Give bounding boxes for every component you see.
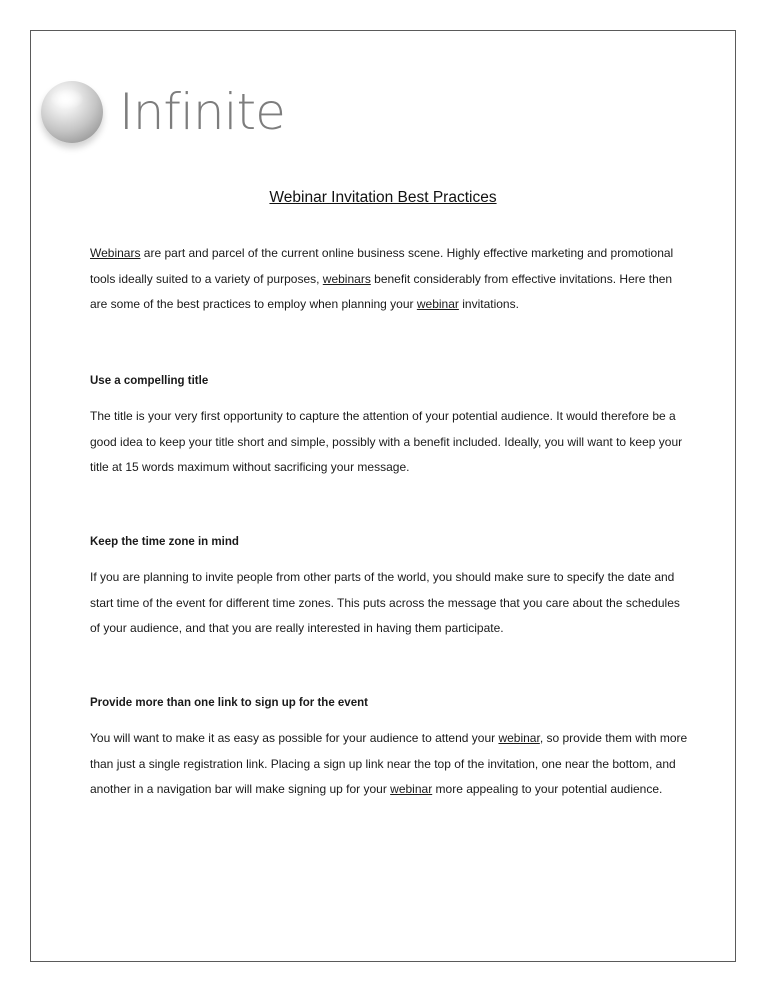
sphere-logo-icon bbox=[41, 81, 103, 143]
intro-webinars-link-1: Webinars bbox=[90, 246, 141, 260]
body-webinar-link-1: webinar bbox=[498, 731, 540, 745]
section-heading-sign-up-links: Provide more than one link to sign up for the event bbox=[90, 696, 368, 709]
section-body-compelling-title: The title is your very first opportunity to capture the attention of your potential audience. It would therefore be a good idea to keep your title short and simple, possibly with a benefit included. Ideally, you will want to keep your title at 15 words maximum without sacrificing your message. bbox=[90, 409, 683, 474]
intro-paragraph: Webinars are part and parcel of the current online business scene. Highly effective marketing and promotional tools ideally suited to a variety of purposes, webinars benefit considerably from effective invitations. Here then are some of the best practices to employ when planning your webinar invitations. bbox=[90, 246, 674, 311]
section-heading-compelling-title: Use a compelling title bbox=[90, 374, 209, 387]
body-webinar-link-2: webinar bbox=[390, 782, 433, 796]
section-heading-time-zone: Keep the time zone in mind bbox=[90, 535, 239, 548]
intro-webinars-link-2: webinars bbox=[322, 271, 371, 286]
document-body bbox=[90, 241, 690, 803]
section-body-sign-up-links: You will want to make it as easy as possible for your audience to attend your webinar, so provide them with more than just a single registration link. Placing a sign up link near the top of the invitation, one near the bottom, and another in a navigation bar will make signing up for your webinar more appealing to your potential audience. bbox=[90, 731, 688, 796]
section-body-time-zone: If you are planning to invite people from other parts of the world, you should make sure to specify the date and start time of the event for different time zones. This puts across the message that you care about the schedules of your audience, and that you are really interested in having them participate. bbox=[90, 570, 680, 635]
intro-webinar-link-3: webinar bbox=[416, 297, 459, 311]
logo-text: Infinite bbox=[119, 83, 285, 141]
document-page bbox=[30, 30, 736, 962]
document-title: Webinar Invitation Best Practices bbox=[269, 189, 497, 206]
company-logo bbox=[41, 77, 285, 147]
